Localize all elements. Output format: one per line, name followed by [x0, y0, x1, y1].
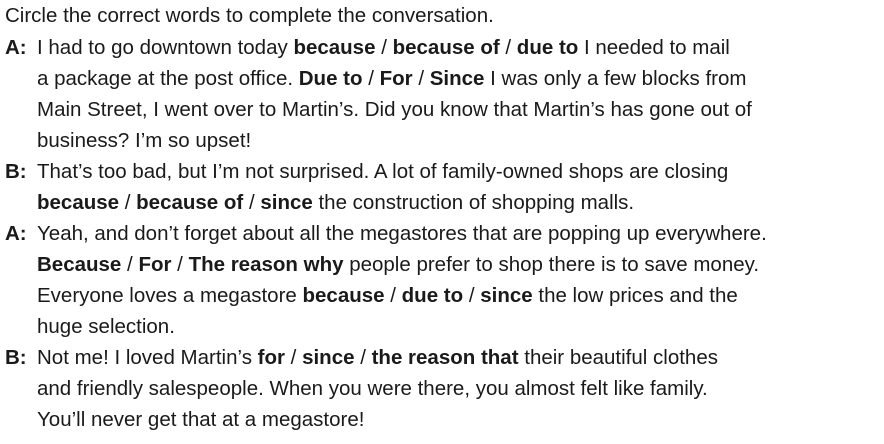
answer-option[interactable]: because [37, 191, 120, 214]
text-line [37, 218, 881, 249]
text-line [37, 156, 881, 187]
answer-option[interactable]: since [260, 191, 313, 214]
answer-option[interactable]: because [293, 36, 376, 59]
dialogue-turn [5, 218, 881, 342]
text-line [37, 373, 881, 404]
text-segment: / [463, 284, 481, 307]
text-segment: / [284, 346, 303, 369]
text-line [37, 342, 881, 373]
text-segment: / [375, 36, 393, 59]
text-segment: Everyone loves a megastore [37, 284, 303, 307]
text-segment: business? I’m so upset! [37, 129, 252, 152]
answer-option[interactable]: the reason that [371, 346, 519, 369]
answer-option[interactable]: because of [136, 191, 244, 214]
text-segment: / [499, 36, 517, 59]
text-segment: I was only a few blocks from [484, 67, 747, 90]
answer-option[interactable]: Because [37, 253, 122, 276]
text-line [37, 125, 881, 156]
text-line [37, 249, 881, 280]
text-segment: the low prices and the [532, 284, 738, 307]
text-line [37, 63, 881, 94]
dialogue-turn [5, 32, 881, 156]
text-segment: a package at the post office. [37, 67, 299, 90]
text-line [37, 311, 881, 342]
text-segment: people prefer to shop there is to save money. [343, 253, 760, 276]
text-segment: Not me! I loved Martin’s [37, 346, 258, 369]
text-line [37, 187, 881, 218]
text-segment: / [384, 284, 402, 307]
turn-text [37, 342, 881, 435]
text-segment: / [412, 67, 430, 90]
text-segment: / [119, 191, 137, 214]
answer-option[interactable]: Due to [298, 67, 363, 90]
speaker-label: A: [5, 36, 27, 59]
speaker-label: A: [5, 222, 27, 245]
answer-option[interactable]: due to [401, 284, 464, 307]
text-line [37, 94, 881, 125]
turn-text [37, 32, 881, 156]
text-segment: the construction of shopping malls. [312, 191, 635, 214]
text-segment: Main Street, I went over to Martin’s. Did you know that Martin’s has gone out of [37, 98, 752, 121]
text-segment: / [354, 346, 372, 369]
text-segment: That’s too bad, but I’m not surprised. A lot of family-owned shops are closing [37, 160, 729, 183]
answer-option[interactable]: since [480, 284, 533, 307]
answer-option[interactable]: The reason why [188, 253, 344, 276]
turn-text [37, 218, 881, 342]
answer-option[interactable]: because [302, 284, 385, 307]
answer-option[interactable]: Since [429, 67, 485, 90]
speaker-label: B: [5, 346, 27, 369]
text-segment: I had to go downtown today [37, 36, 294, 59]
text-segment: You’ll never get that at a megastore! [37, 408, 365, 431]
speaker-label: B: [5, 160, 27, 183]
text-line [37, 280, 881, 311]
text-segment: / [121, 253, 139, 276]
answer-option[interactable]: because of [392, 36, 500, 59]
conversation [5, 32, 881, 435]
text-segment: / [171, 253, 189, 276]
answer-option[interactable]: For [379, 67, 413, 90]
turn-text [37, 156, 881, 218]
answer-option[interactable]: For [138, 253, 172, 276]
text-segment: I needed to mail [578, 36, 730, 59]
text-segment: huge selection. [37, 315, 175, 338]
text-segment: Yeah, and don’t forget about all the megastores that are popping up everywhere. [37, 222, 767, 245]
text-segment: and friendly salespeople. When you were there, you almost felt like family. [37, 377, 708, 400]
answer-option[interactable]: due to [516, 36, 579, 59]
text-segment: / [243, 191, 261, 214]
text-line [37, 404, 881, 435]
text-line [37, 32, 881, 63]
answer-option[interactable]: for [257, 346, 285, 369]
answer-option[interactable]: since [302, 346, 355, 369]
text-segment: their beautiful clothes [518, 346, 718, 369]
instructions: Circle the correct words to complete the conversation. [5, 4, 494, 27]
text-segment: / [362, 67, 380, 90]
dialogue-turn [5, 342, 881, 435]
exercise [5, 2, 881, 435]
dialogue-turn [5, 156, 881, 218]
